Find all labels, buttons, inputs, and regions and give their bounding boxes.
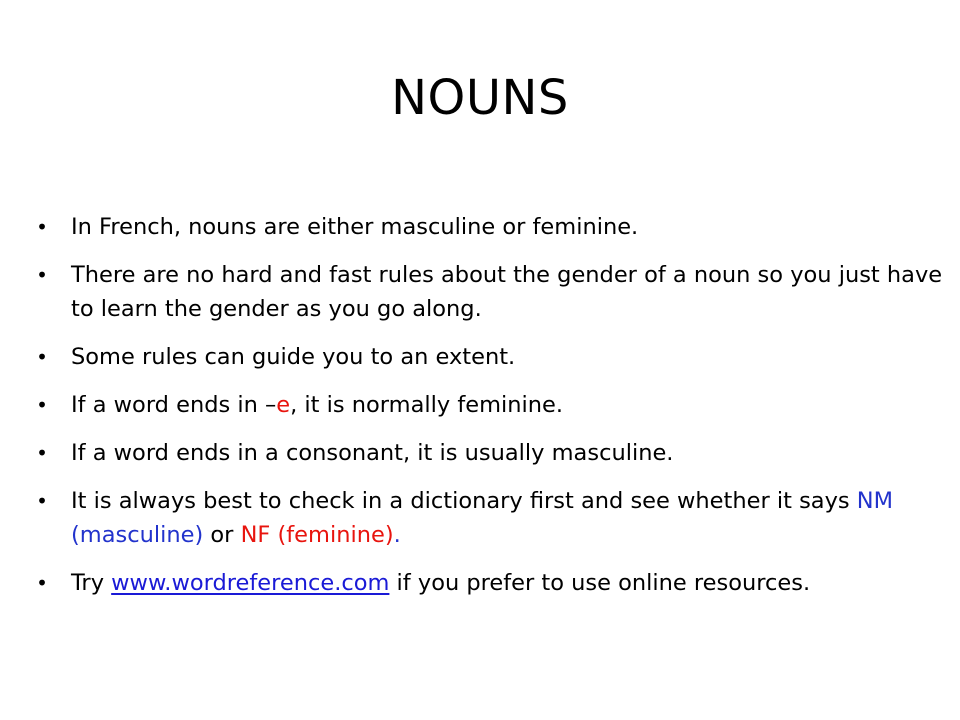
bullet-text-before: Try	[71, 570, 112, 596]
bullet-text: Some rules can guide you to an extent.	[71, 344, 516, 370]
bullet-item-1	[36, 210, 956, 244]
wordreference-link[interactable]: www.wordreference.com	[111, 570, 390, 596]
bullet-dot-icon: •	[36, 441, 48, 465]
bullet-list	[36, 210, 956, 614]
bullet-item-4	[36, 388, 956, 422]
bullet-text: If a word ends in a consonant, it is usually masculine.	[71, 440, 674, 466]
bullet-item-3	[36, 340, 956, 374]
bullet-text: In French, nouns are either masculine or feminine.	[71, 214, 639, 240]
bullet-item-2	[36, 258, 956, 326]
masculine-label: NM (masculine)	[71, 488, 894, 548]
bullet-text: There are no hard and fast rules about the gender of a noun so you just have to learn the gender as you go along.	[71, 262, 943, 322]
bullet-dot-icon: •	[36, 489, 48, 513]
bullet-text-after: if you prefer to use online resources.	[389, 570, 811, 596]
bullet-text-middle: or	[203, 522, 241, 548]
ending-e-highlight: e	[276, 392, 291, 418]
bullet-dot-icon: •	[36, 393, 48, 417]
bullet-dot-icon: •	[36, 215, 48, 239]
bullet-item-6	[36, 484, 956, 552]
bullet-dot-icon: •	[36, 345, 48, 369]
slide-title: NOUNS	[391, 70, 569, 126]
feminine-label: NF (feminine)	[240, 522, 394, 548]
bullet-item-7	[36, 566, 956, 600]
bullet-dot-icon: •	[36, 263, 48, 287]
bullet-text-before: It is always best to check in a dictionary first and see whether it says	[71, 488, 857, 514]
bullet-dot-icon: •	[36, 571, 48, 595]
bullet-item-5	[36, 436, 956, 470]
bullet-text-before: If a word ends in –	[71, 392, 277, 418]
bullet-text-after: , it is normally feminine.	[290, 392, 564, 418]
bullet-text-after: .	[393, 522, 401, 548]
